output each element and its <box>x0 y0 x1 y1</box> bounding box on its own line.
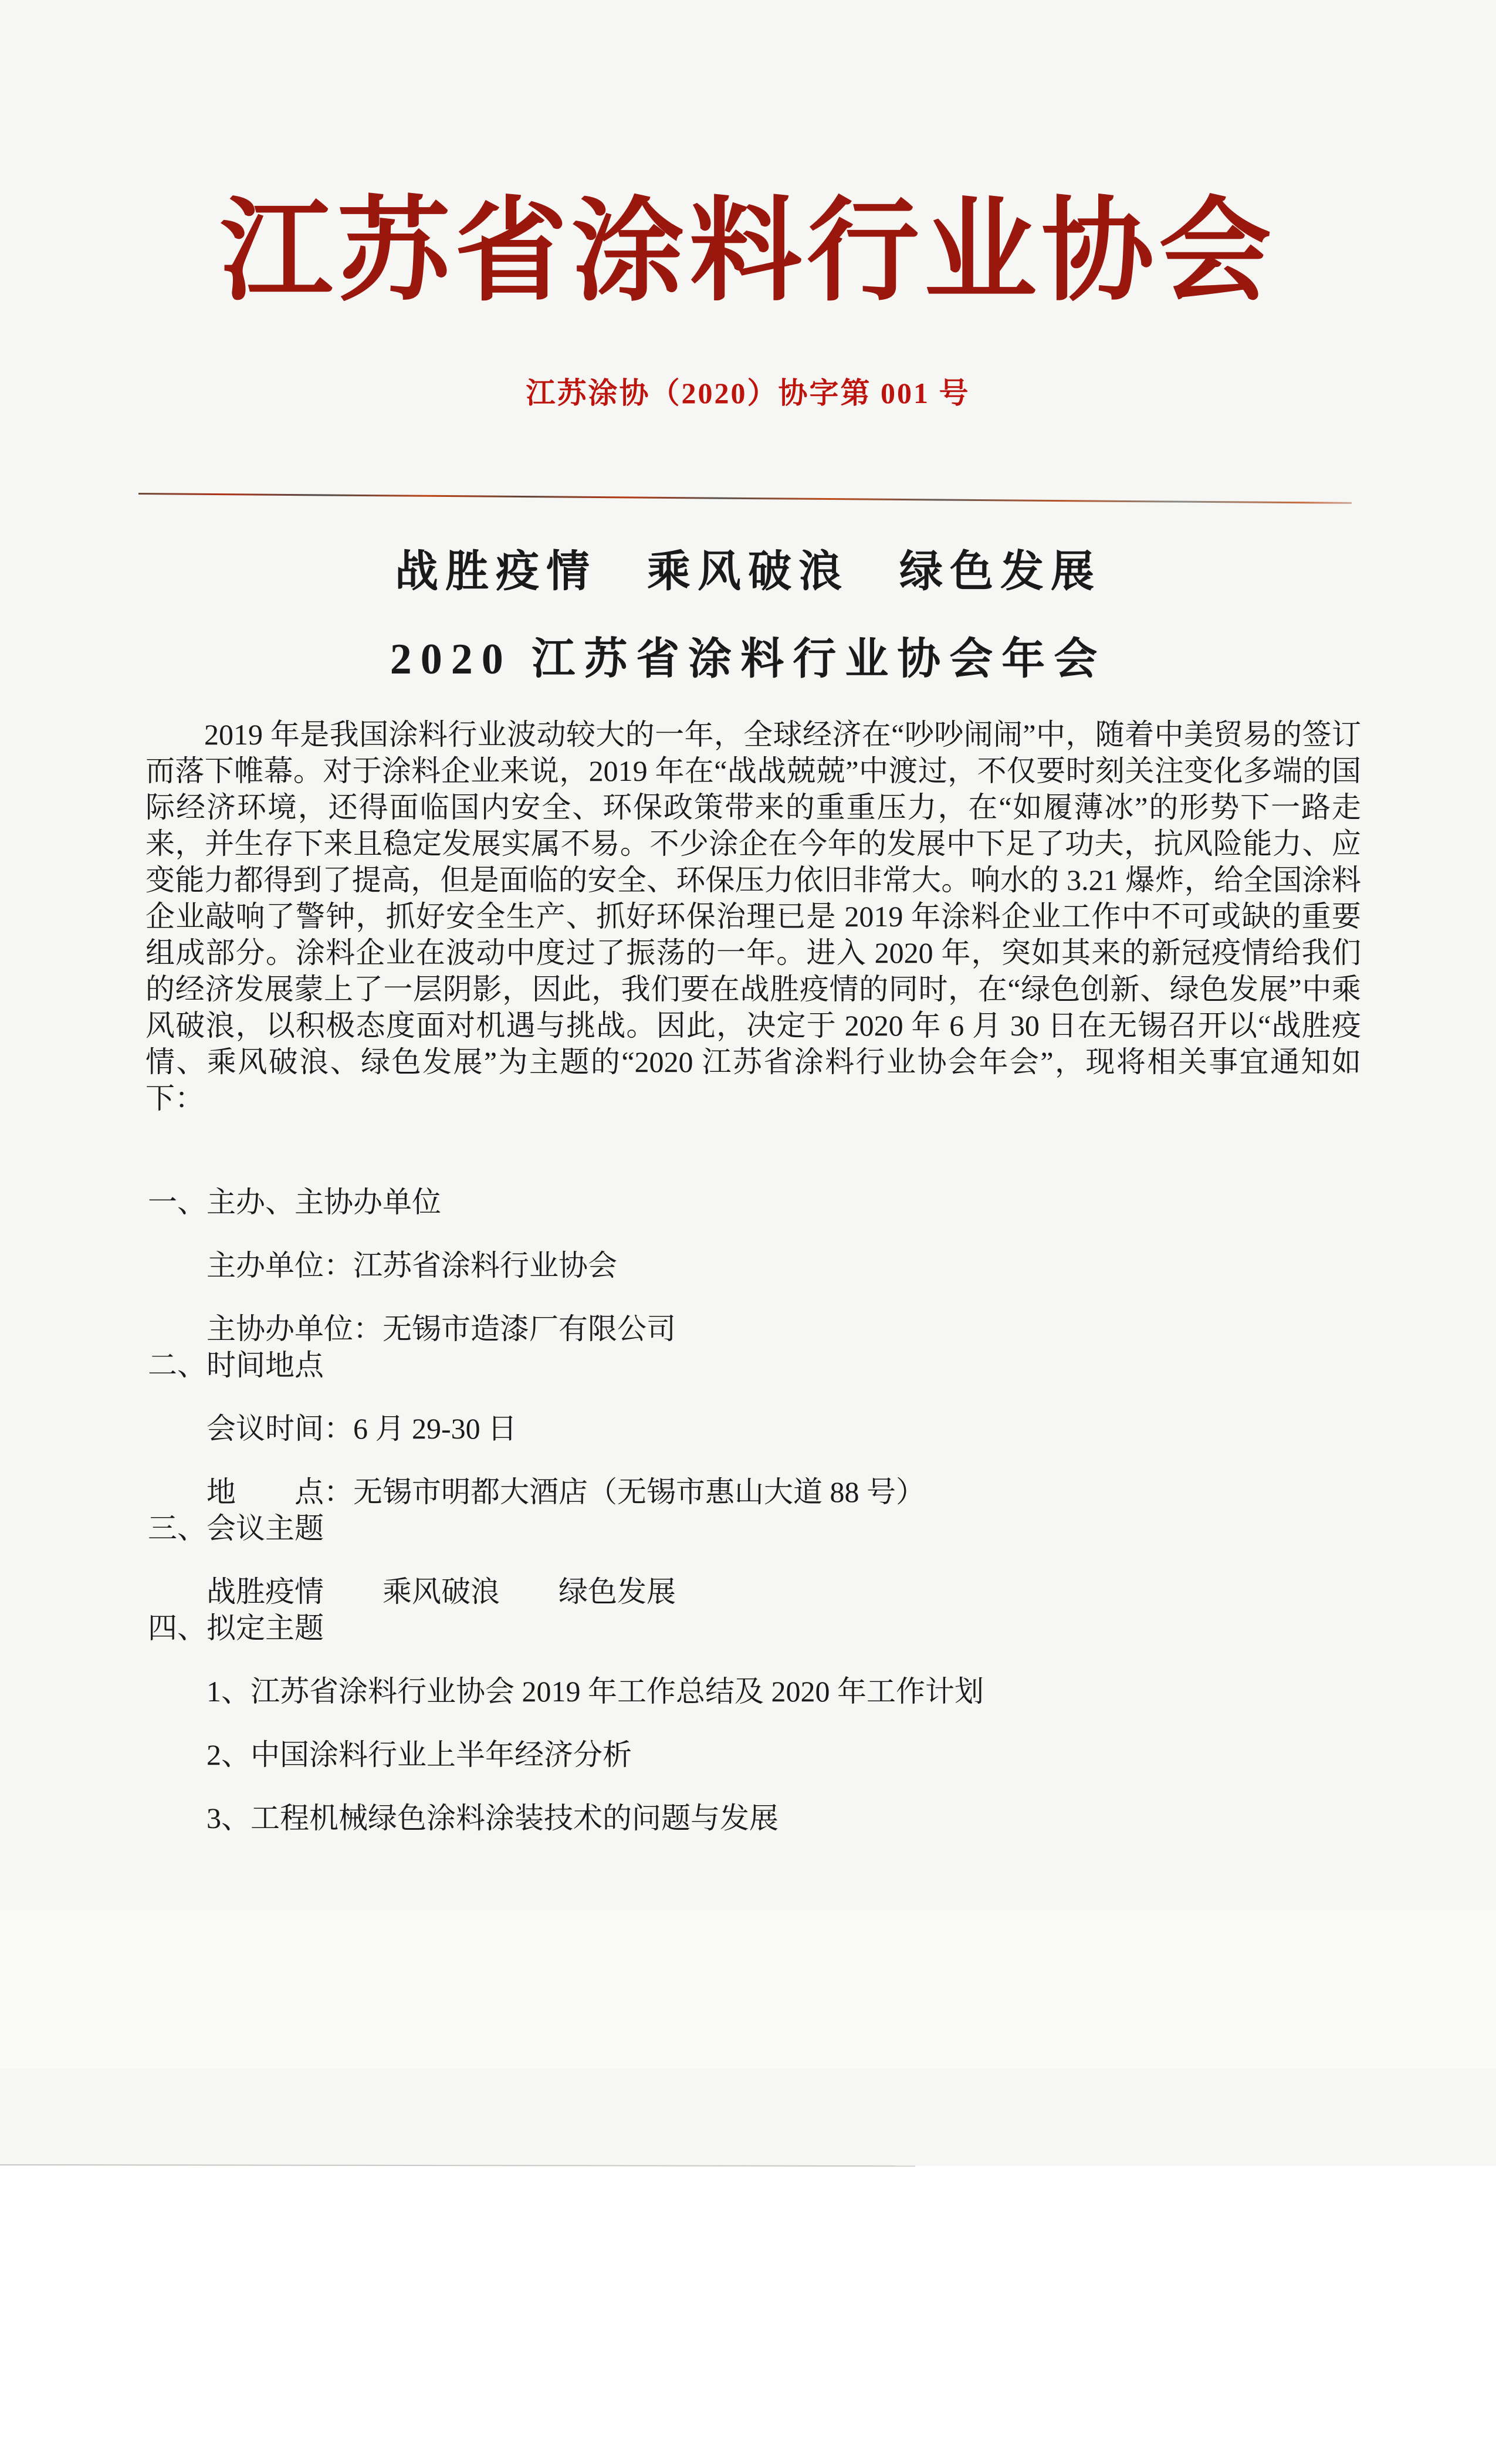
section-item-topic-2: 2、中国涂料行业上半年经济分析 <box>207 1738 632 1771</box>
section-item-topic-3: 3、工程机械绿色涂料涂装技术的问题与发展 <box>207 1802 779 1835</box>
section-item-meeting-time: 会议时间：6 月 29-30 日 <box>207 1412 517 1445</box>
section-item-theme: 战胜疫情 乘风破浪 绿色发展 <box>207 1575 676 1608</box>
section-item-topic-1: 1、江苏省涂料行业协会 2019 年工作总结及 2020 年工作计划 <box>207 1675 984 1708</box>
section-heading-theme: 三、会议主题 <box>148 1512 324 1545</box>
section-item-co-host-unit: 主协办单位：无锡市造漆厂有限公司 <box>207 1312 676 1345</box>
doc-number: 江苏涂协（2020）协字第 001 号 <box>526 377 970 409</box>
section-item-meeting-place: 地 点：无锡市明都大酒店（无锡市惠山大道 88 号） <box>207 1475 925 1508</box>
red-divider-line <box>138 493 1352 504</box>
event-name-heading: 2020 江苏省涂料行业协会年会 <box>390 635 1106 683</box>
scan-bottom-area <box>0 2166 1496 2464</box>
section-heading-time-place: 二、时间地点 <box>148 1349 324 1382</box>
scan-light-band <box>0 1910 1496 2069</box>
section-item-host-unit: 主办单位：江苏省涂料行业协会 <box>207 1249 617 1282</box>
section-heading-topics: 四、拟定主题 <box>148 1612 324 1644</box>
slogan-heading: 战胜疫情 乘风破浪 绿色发展 <box>395 548 1101 596</box>
intro-paragraph: 2019 年是我国涂料行业波动较大的一年，全球经济在“吵吵闹闹”中，随着中美贸易的签订而落下帷幕。对于涂料企业来说，2019 年在“战战兢兢”中渡过，不仅要时刻关注变化多端的国际经济环境，还得面临国内安全、环保政策带来的重重压力，在“如履薄冰”的形势下一路走来，并生存下来且稳定发展实属不易。不少涂企在今年的发展中下足了功夫，抗风险能力、应变能力都得到了提高，但是面临的安全、环保压力依旧非常大。响水的 3.21 爆炸，给全国涂料企业敲响了警钟，抓好安全生产、抓好环保治理已是 2019 年涂料企业工作中不可或缺的重要组成部分。涂料企业在波动中度过了振荡的一年。进入 2020 年，突如其来的新冠疫情给我们的经济发展蒙上了一层阴影，因此，我们要在战胜疫情的同时，在“绿色创新、绿色发展”中乘风破浪，以积极态度面对机遇与挑战。因此，决定于 2020 年 6 月 30 日在无锡召开以“战胜疫情、乘风破浪、绿色发展”为主题的“2020 江苏省涂料行业协会年会”，现将相关事宜通知如下： <box>145 718 1361 1115</box>
notice-sections <box>148 1184 1362 1836</box>
org-title: 江苏省涂料行业协会 <box>220 189 1276 314</box>
section-heading-hosts: 一、主办、主协办单位 <box>148 1186 441 1219</box>
